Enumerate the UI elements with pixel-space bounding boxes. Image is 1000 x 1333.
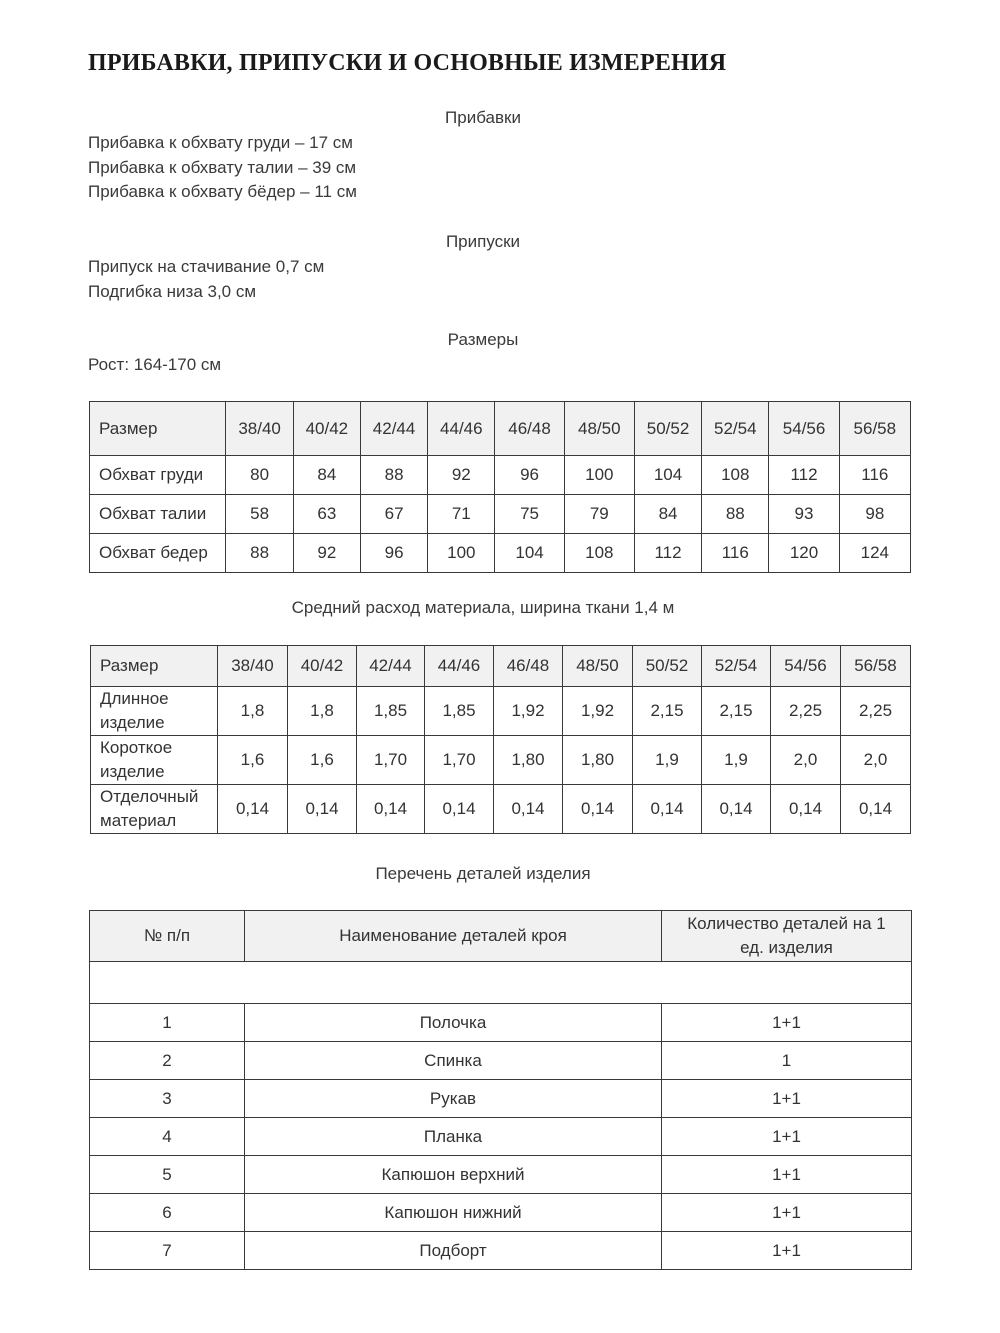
cell: 2,15 [633,687,702,736]
allowance-hips: Прибавка к обхвату бёдер – 11 см [88,182,357,201]
cell: 104 [495,534,564,573]
cell: 1,70 [357,736,425,785]
allowance-chest: Прибавка к обхвату груди – 17 см [88,133,353,152]
height-line: Рост: 164-170 см [88,355,222,374]
parts-table [89,910,912,1270]
part-name: Полочка [245,1004,662,1042]
sizes-header-label: Размер [90,402,226,456]
part-name: Рукав [245,1080,662,1118]
cell: 100 [564,456,634,495]
cell: 0,14 [357,785,425,834]
size-col: 50/52 [633,646,702,687]
cell: 92 [293,534,360,573]
cell: 1,80 [563,736,633,785]
cell: 2,0 [771,736,841,785]
col-name-header: Наименование деталей кроя [245,911,662,962]
part-name: Спинка [245,1042,662,1080]
col-qty-line: ед. изделия [740,938,833,957]
cell: 1,9 [633,736,702,785]
size-col: 40/42 [293,402,360,456]
part-number: 5 [90,1156,245,1194]
row-label-line: изделие [100,762,165,781]
row-label: Обхват бедер [90,534,226,573]
part-qty: 1+1 [662,1194,912,1232]
consumption-heading: Средний расход материала, ширина ткани 1,4 м [291,598,675,617]
cell: 1,9 [702,736,771,785]
part-number: 2 [90,1042,245,1080]
row-label-line: материал [100,811,177,830]
table-row [90,1232,912,1270]
size-col: 54/56 [771,646,841,687]
cell: 0,14 [494,785,563,834]
cell: 58 [226,495,293,534]
cell: 88 [360,456,427,495]
size-col: 54/56 [769,402,839,456]
size-col: 38/40 [226,402,293,456]
seam-hem: Подгибка низа 3,0 см [88,282,257,301]
size-col: 46/48 [495,402,564,456]
cell: 92 [428,456,495,495]
cell: 108 [564,534,634,573]
cell: 93 [769,495,839,534]
cell: 0,14 [633,785,702,834]
table-row [91,785,911,834]
size-col: 44/46 [428,402,495,456]
row-label-line: Отделочный [100,787,199,806]
col-number-header: № п/п [90,911,245,962]
cell: 75 [495,495,564,534]
cell: 124 [839,534,910,573]
table-row [90,534,911,573]
size-col: 50/52 [634,402,701,456]
cell: 2,25 [771,687,841,736]
part-qty: 1+1 [662,1156,912,1194]
part-qty: 1+1 [662,1118,912,1156]
parts-heading: Перечень деталей изделия [375,864,591,883]
cell: 0,14 [218,785,288,834]
size-col: 48/50 [563,646,633,687]
cell: 84 [634,495,701,534]
part-number: 7 [90,1232,245,1270]
size-col: 52/54 [702,646,771,687]
cell: 79 [564,495,634,534]
cell: 104 [634,456,701,495]
page-title: ПРИБАВКИ, ПРИПУСКИ И ОСНОВНЫЕ ИЗМЕРЕНИЯ [88,50,727,76]
cell: 116 [702,534,769,573]
sizes-header-row [90,402,911,456]
cell: 100 [428,534,495,573]
size-col: 44/46 [425,646,494,687]
cell: 96 [495,456,564,495]
cell: 80 [226,456,293,495]
cell: 0,14 [563,785,633,834]
cell: 1,70 [425,736,494,785]
part-number: 4 [90,1118,245,1156]
size-col: 56/58 [839,402,910,456]
part-number: 1 [90,1004,245,1042]
allowance-waist: Прибавка к обхвату талии – 39 см [88,158,357,177]
cell: 0,14 [771,785,841,834]
table-row [91,736,911,785]
table-row [90,1194,912,1232]
table-row [90,1080,912,1118]
cell: 1,92 [494,687,563,736]
size-col: 52/54 [702,402,769,456]
part-number: 3 [90,1080,245,1118]
cell: 0,14 [288,785,357,834]
cell: 1,92 [563,687,633,736]
seam-heading: Припуски [445,232,521,251]
table-row [90,1042,912,1080]
col-qty-line: Количество деталей на 1 [687,914,886,933]
cell: 0,14 [702,785,771,834]
cell: 1,8 [218,687,288,736]
table-row [90,495,911,534]
cell: 2,0 [841,736,911,785]
cell: 0,14 [841,785,911,834]
consumption-table [90,645,911,834]
cell: 116 [839,456,910,495]
part-number: 6 [90,1194,245,1232]
cell: 63 [293,495,360,534]
empty-row [90,962,912,1004]
table-row [91,687,911,736]
seam-stitching: Припуск на стачивание 0,7 см [88,257,325,276]
part-name: Планка [245,1118,662,1156]
part-qty: 1+1 [662,1004,912,1042]
size-col: 56/58 [841,646,911,687]
row-label [91,785,218,834]
part-qty: 1+1 [662,1232,912,1270]
cell: 2,15 [702,687,771,736]
cell: 67 [360,495,427,534]
size-col: 42/44 [357,646,425,687]
row-label-line: изделие [100,713,165,732]
row-label [91,687,218,736]
cell: 108 [702,456,769,495]
cell: 2,25 [841,687,911,736]
row-label: Обхват талии [90,495,226,534]
empty-cell [90,962,912,1004]
size-col: 46/48 [494,646,563,687]
cell: 1,6 [288,736,357,785]
cell: 0,14 [425,785,494,834]
cell: 112 [769,456,839,495]
cell: 88 [702,495,769,534]
cell: 84 [293,456,360,495]
part-name: Подборт [245,1232,662,1270]
allowances-heading: Прибавки [445,108,521,127]
table-row [90,456,911,495]
consumption-header-row [91,646,911,687]
cell: 96 [360,534,427,573]
parts-header-row [90,911,912,962]
row-label-line: Короткое [100,738,173,757]
part-qty: 1 [662,1042,912,1080]
cell: 112 [634,534,701,573]
part-name: Капюшон нижний [245,1194,662,1232]
part-name: Капюшон верхний [245,1156,662,1194]
cell: 98 [839,495,910,534]
size-col: 42/44 [360,402,427,456]
cell: 1,85 [357,687,425,736]
size-col: 38/40 [218,646,288,687]
cell: 1,8 [288,687,357,736]
row-label [91,736,218,785]
sizes-table [89,401,911,573]
table-row [90,1118,912,1156]
row-label-line: Длинное [100,689,169,708]
part-qty: 1+1 [662,1080,912,1118]
consumption-header-label: Размер [91,646,218,687]
size-col: 48/50 [564,402,634,456]
table-row [90,1004,912,1042]
cell: 1,80 [494,736,563,785]
row-label: Обхват груди [90,456,226,495]
sizes-heading: Размеры [447,330,519,349]
col-qty-header [662,911,912,962]
cell: 88 [226,534,293,573]
cell: 1,85 [425,687,494,736]
cell: 1,6 [218,736,288,785]
cell: 120 [769,534,839,573]
table-row [90,1156,912,1194]
cell: 71 [428,495,495,534]
size-col: 40/42 [288,646,357,687]
